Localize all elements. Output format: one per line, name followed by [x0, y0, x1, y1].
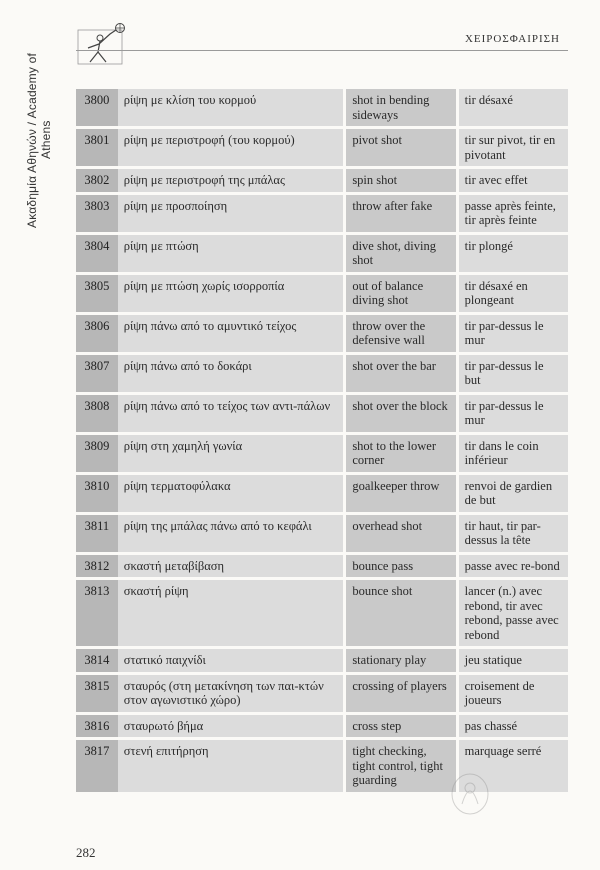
table-row	[76, 515, 568, 552]
table-row	[76, 475, 568, 512]
greek-term: στατικό παιχνίδι	[118, 649, 344, 672]
french-term: tir désaxé en plongeant	[456, 275, 568, 312]
english-term: dive shot, diving shot	[343, 235, 455, 272]
greek-term: ρίψη στη χαμηλή γωνία	[118, 435, 344, 472]
english-term: shot over the block	[343, 395, 455, 432]
greek-term: ρίψη με περιστροφή της μπάλας	[118, 169, 344, 192]
french-term: passe avec re-bond	[456, 555, 568, 578]
table-row	[76, 195, 568, 232]
greek-term: σταυρός (στη μετακίνηση των παι-κτών στον αγωνιστικό χώρο)	[118, 675, 344, 712]
french-term: tir dans le coin inférieur	[456, 435, 568, 472]
table-row	[76, 89, 568, 126]
english-term: cross step	[343, 715, 455, 738]
greek-term: στενή επιτήρηση	[118, 740, 344, 792]
french-term: tir désaxé	[456, 89, 568, 126]
entry-number: 3803	[76, 195, 118, 232]
table-row	[76, 740, 568, 792]
english-term: throw over the defensive wall	[343, 315, 455, 352]
french-term: tir par-dessus le mur	[456, 395, 568, 432]
english-term: throw after fake	[343, 195, 455, 232]
english-term: pivot shot	[343, 129, 455, 166]
greek-term: σκαστή ρίψη	[118, 580, 344, 646]
entry-number: 3816	[76, 715, 118, 738]
table-row	[76, 649, 568, 672]
french-term: croisement de joueurs	[456, 675, 568, 712]
greek-term: ρίψη με προσποίηση	[118, 195, 344, 232]
english-term: goalkeeper throw	[343, 475, 455, 512]
table-row	[76, 169, 568, 192]
entry-number: 3813	[76, 580, 118, 646]
english-term: overhead shot	[343, 515, 455, 552]
entry-number: 3801	[76, 129, 118, 166]
side-label: Ακαδημία Αθηνών / Academy of Athens	[25, 52, 53, 228]
header-rule	[76, 50, 568, 51]
academy-seal-watermark-icon	[448, 770, 492, 816]
french-term: tir sur pivot, tir en pivotant	[456, 129, 568, 166]
entry-number: 3817	[76, 740, 118, 792]
greek-term: σκαστή μεταβίβαση	[118, 555, 344, 578]
greek-term: σταυρωτό βήμα	[118, 715, 344, 738]
glossary-table	[76, 86, 568, 795]
entry-number: 3809	[76, 435, 118, 472]
entry-number: 3806	[76, 315, 118, 352]
french-term: lancer (n.) avec rebond, tir avec rebond, passe avec rebond	[456, 580, 568, 646]
entry-number: 3800	[76, 89, 118, 126]
greek-term: ρίψη πάνω από το αμυντικό τείχος	[118, 315, 344, 352]
entry-number: 3811	[76, 515, 118, 552]
greek-term: ρίψη με πτώση χωρίς ισορροπία	[118, 275, 344, 312]
french-term: marquage serré	[456, 740, 568, 792]
french-term: renvoi de gardien de but	[456, 475, 568, 512]
table-row	[76, 129, 568, 166]
french-term: tir plongé	[456, 235, 568, 272]
greek-term: ρίψη της μπάλας πάνω από το κεφάλι	[118, 515, 344, 552]
table-row	[76, 435, 568, 472]
entry-number: 3810	[76, 475, 118, 512]
entry-number: 3805	[76, 275, 118, 312]
entry-number: 3802	[76, 169, 118, 192]
table-row	[76, 355, 568, 392]
greek-term: ρίψη πάνω από το τείχος των αντι-πάλων	[118, 395, 344, 432]
english-term: shot over the bar	[343, 355, 455, 392]
english-term: spin shot	[343, 169, 455, 192]
greek-term: ρίψη τερματοφύλακα	[118, 475, 344, 512]
english-term: bounce shot	[343, 580, 455, 646]
page-number: 282	[76, 845, 96, 860]
table-row	[76, 235, 568, 272]
english-term: bounce pass	[343, 555, 455, 578]
french-term: tir par-dessus le but	[456, 355, 568, 392]
header-title: ΧΕΙΡΟΣΦΑΙΡΙΣΗ	[464, 33, 560, 45]
table-row	[76, 675, 568, 712]
handball-player-icon	[76, 22, 130, 66]
table-row	[76, 275, 568, 312]
english-term: shot to the lower corner	[343, 435, 455, 472]
entry-number: 3808	[76, 395, 118, 432]
entry-number: 3807	[76, 355, 118, 392]
english-term: shot in bending sideways	[343, 89, 455, 126]
french-term: tir par-dessus le mur	[456, 315, 568, 352]
table-row	[76, 315, 568, 352]
french-term: tir avec effet	[456, 169, 568, 192]
table-row	[76, 555, 568, 578]
table-row	[76, 395, 568, 432]
english-term: tight checking, tight control, tight guarding	[343, 740, 455, 792]
french-term: pas chassé	[456, 715, 568, 738]
english-term: crossing of players	[343, 675, 455, 712]
french-term: jeu statique	[456, 649, 568, 672]
entry-number: 3812	[76, 555, 118, 578]
greek-term: ρίψη με κλίση του κορμού	[118, 89, 344, 126]
french-term: tir haut, tir par-dessus la tête	[456, 515, 568, 552]
table-row	[76, 715, 568, 738]
greek-term: ρίψη με πτώση	[118, 235, 344, 272]
entry-number: 3804	[76, 235, 118, 272]
greek-term: ρίψη πάνω από το δοκάρι	[118, 355, 344, 392]
table-row	[76, 580, 568, 646]
entry-number: 3815	[76, 675, 118, 712]
entry-number: 3814	[76, 649, 118, 672]
french-term: passe après feinte, tir après feinte	[456, 195, 568, 232]
english-term: stationary play	[343, 649, 455, 672]
english-term: out of balance diving shot	[343, 275, 455, 312]
greek-term: ρίψη με περιστροφή (του κορμού)	[118, 129, 344, 166]
